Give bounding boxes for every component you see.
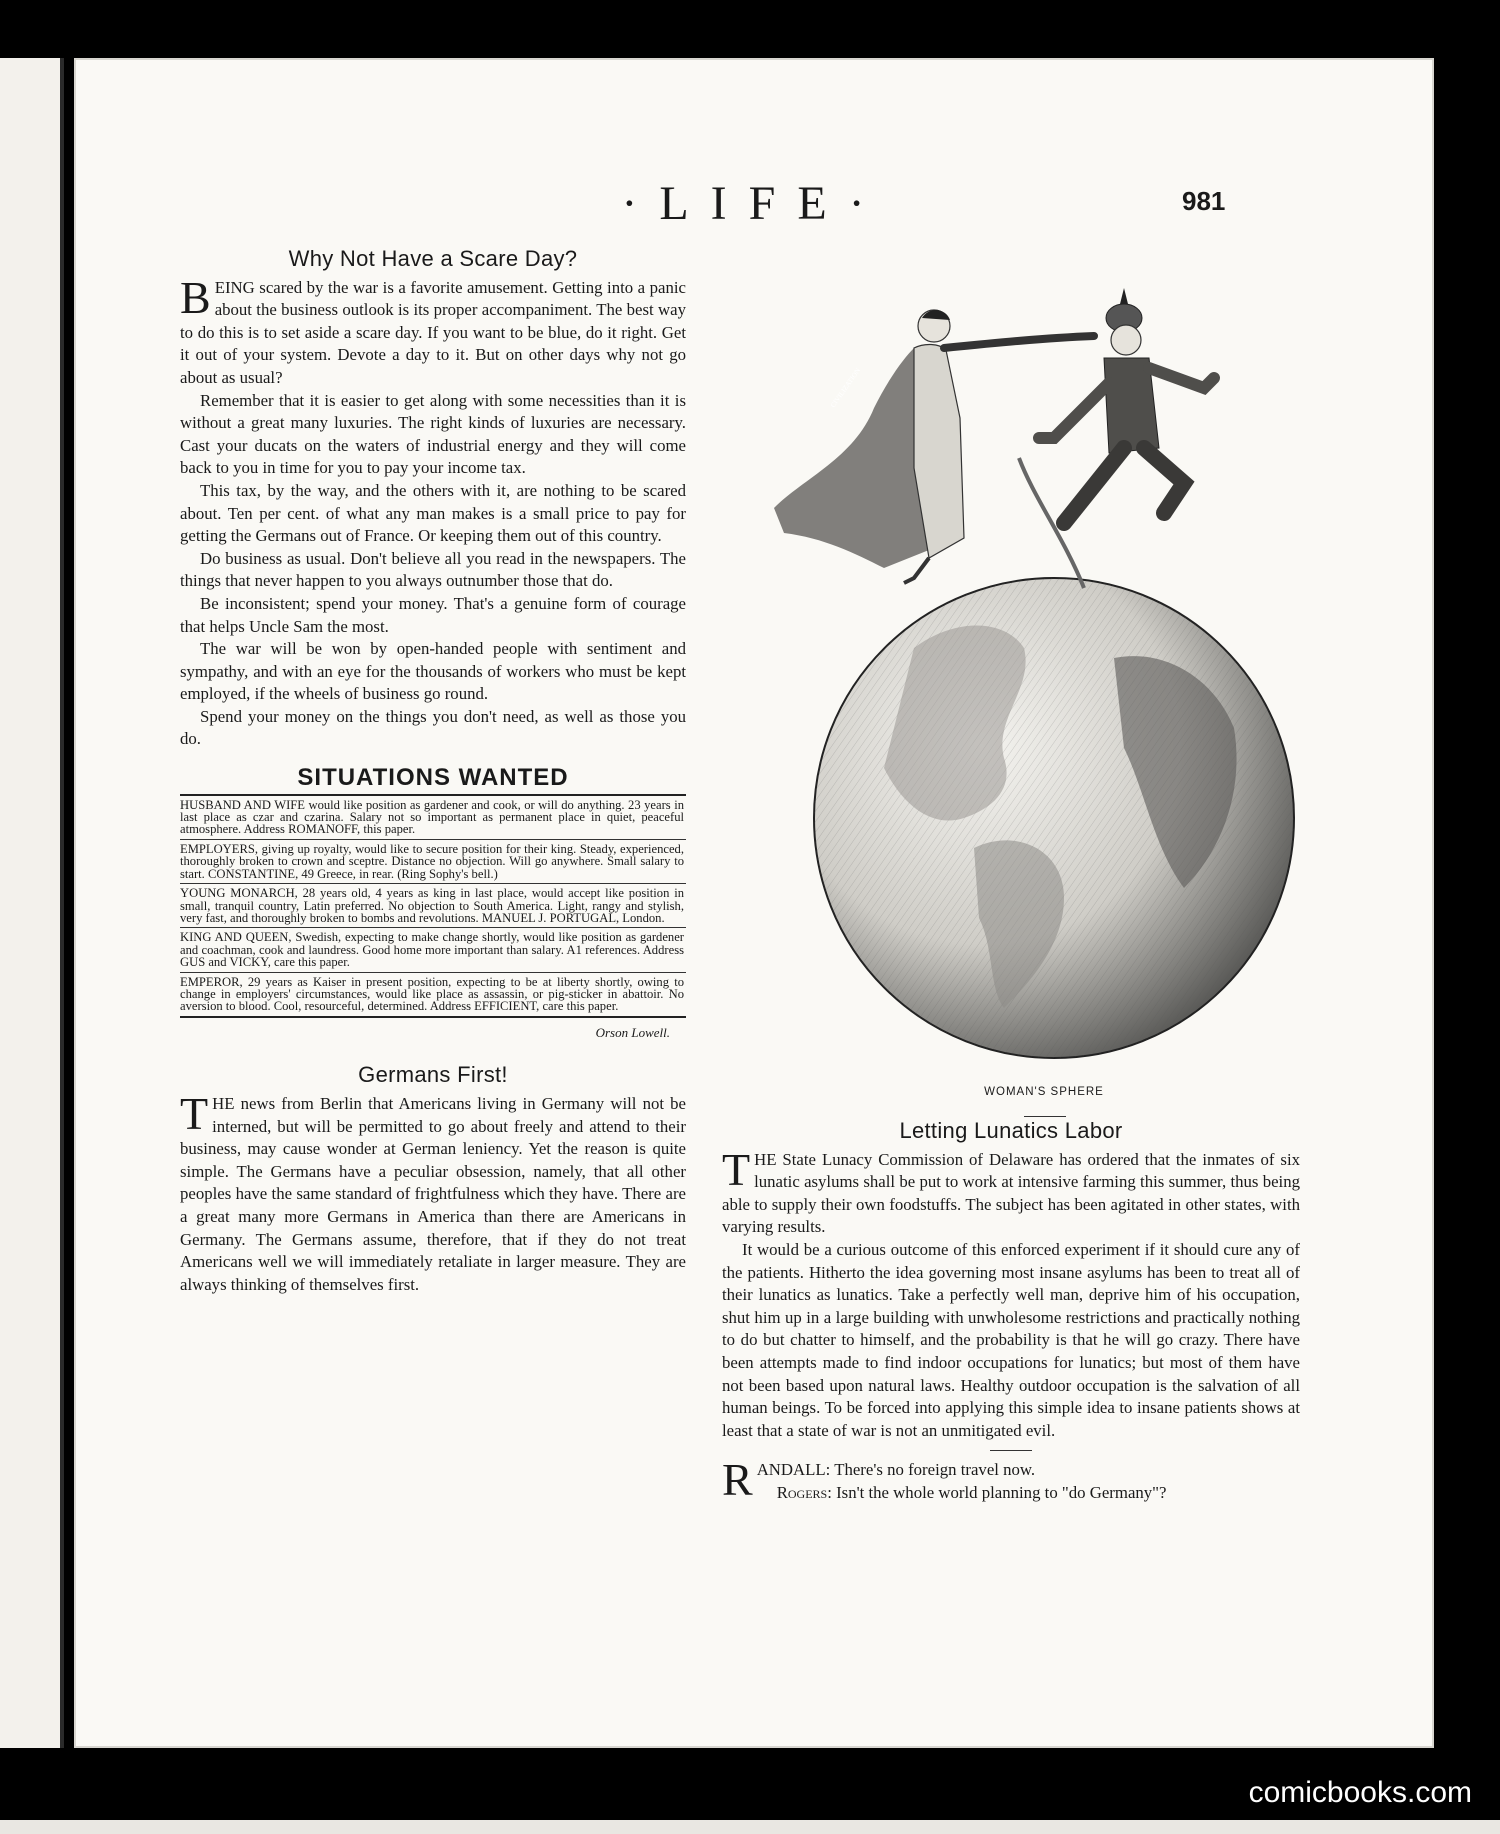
left-column xyxy=(180,248,686,1296)
scare-day-paragraph: The war will be won by open-handed people with sentiment and sympathy, and with an eye for the thousands of workers who must be kept employed, if the wheels of business go round. xyxy=(180,639,686,704)
dropcap: B xyxy=(180,271,211,323)
section-rule xyxy=(990,1450,1032,1451)
site-watermark: comicbooks.com xyxy=(1248,1776,1472,1809)
right-column xyxy=(722,1120,1300,1505)
scare-day-paragraph: Do business as usual. Don't believe all you read in the newspapers. The things that never happen to you always outnumber those that do. xyxy=(180,548,686,591)
scare-day-first-paragraph: BEING scared by the war is a favorite amusement. Getting into a panic about the business outlook is its proper accompaniment. The best way to do this is to set aside a scare day. If you want to be blue, do it right. Get it out of your system. Devote a day to it. But on other days why not go about as usual? xyxy=(180,271,686,387)
scare-day-paragraph: Be inconsistent; spend your money. That's a genuine form of courage that helps Uncle Sam the most. xyxy=(180,593,686,636)
dropcap: T xyxy=(180,1087,209,1139)
dialogue-paragraph: RANDALL: There's no foreign travel now. xyxy=(722,1454,1036,1506)
lunatics-paragraph: It would be a curious outcome of this enforced experiment if it should cure any of the patients. Hitherto the idea governing most insane asylums has been to treat all of their lunatics as lunatics. Take a perfectly well man, deprive him of his occupation, shut him up in a large building with unwholesome restrictions and practically nothing to do but chatter to himself, and the probability is that he will go crazy. There have been attempts made to find indoor occupations for lunatics; but most of them have not been based upon natural laws. Healthy outdoor occupation is the salvation of all human beings. To be forced into applying this simple idea to insane patients shows at least that a state of war is not an unmitigated evil. xyxy=(722,1239,1300,1440)
next-page-edge xyxy=(0,1820,1500,1834)
situations-wanted-title: SITUATIONS WANTED xyxy=(297,764,569,792)
magazine-page xyxy=(74,58,1434,1748)
classified-ad: KING AND QUEEN, Swedish, expecting to make change shortly, would like position as gardener and coachman, cook and laundress. Good home more important than salary. A1 references. Address GUS and VICKY, care this paper. xyxy=(180,928,686,972)
classified-ad: HUSBAND AND WIFE would like position as gardener and cook, or will do anything. 23 years in last place as czar and czarina. Salary not so important as permanent place in quiet, peaceful atmosphere. Address ROMANOFF, this paper. xyxy=(180,796,686,840)
germans-first-paragraph: THE news from Berlin that Americans living in Germany will not be interned, but will be permitted to go about freely and attend to their business, may cause wonder at German leniency. Yet the reason is quite simple. The Germans have a peculiar obsession, namely, that all other peoples have the same standard of frightfulness which they have. There are a great many more Germans in America than there are Americans in Germany. The Germans assume, therefore, that if they do not treat Americans well we will immediately retaliate in larger measure. They are always thinking of themselves first. xyxy=(180,1087,686,1294)
woman-figure xyxy=(774,310,1094,583)
scare-day-paragraph: Remember that it is easier to get along with some necessities than it is without a great many luxuries. The right kinds of luxuries are necessary. Cast your ducats on the waters of industrial energy and they will come back to you in time for you to pay your income tax. xyxy=(180,390,686,478)
cape-label: CIVILIZATION xyxy=(829,366,863,410)
classified-ad: EMPEROR, 29 years as Kaiser in present position, expecting to be at liberty shortly, owing to change in employers' circumstances, would like place as assassin, or pig-sticker in abattoir. No aversion to blood. Cool, resourceful, determined. Address EFFICIENT, care this paper. xyxy=(180,974,684,1014)
lunatics-first-paragraph: THE State Lunacy Commission of Delaware has ordered that the inmates of six lunatic asylums shall be put to work at intensive farming this summer, thus being able to supply their own foodstuffs. The subject has been agitated in other states, with varying results. xyxy=(722,1143,1300,1237)
illustration-caption: WOMAN'S SPHERE xyxy=(984,1086,1104,1098)
globe xyxy=(814,578,1294,1058)
artist-signature: Orson Lowell. xyxy=(595,1024,670,1040)
masthead: ·LIFE· xyxy=(621,177,887,230)
caption-rule xyxy=(1024,1116,1066,1117)
classified-ad: EMPLOYERS, giving up royalty, would like to secure position for their king. Steady, experienced, thoroughly broken to crown and sceptre. Distance no objection. Will go anywhere. Small salary to start. CONSTANTINE, 49 Greece, in rear. (Ring Sophy's bell.) xyxy=(180,840,686,884)
previous-page-edge xyxy=(0,58,64,1748)
dropcap: T xyxy=(722,1143,751,1195)
scare-day-title: Why Not Have a Scare Day? xyxy=(288,246,578,271)
classified-ad: YOUNG MONARCH, 28 years old, 4 years as king in last place, would accept like position in small, tranquil country, Latin preferred. No objection to South America. Light, rangy and stylish, very fast, and thoroughly broken to bombs and revolutions. MANUEL J. PORTUGAL, London. xyxy=(180,884,686,928)
page-number: 981 xyxy=(1182,186,1226,216)
dropcap: R xyxy=(722,1454,753,1506)
soldier-figure xyxy=(1019,288,1214,588)
lunatics-title: Letting Lunatics Labor xyxy=(899,1118,1123,1143)
classified-ads xyxy=(180,794,686,1018)
scare-day-paragraph: This tax, by the way, and the others with it, are nothing to be scared about. Ten per cent. of what any man makes is a small price to pay for getting the Germans out of France. Or keeping them out of this country. xyxy=(180,480,686,546)
womans-sphere-illustration xyxy=(764,288,1314,1068)
speaker-name: Rogers: xyxy=(776,1482,832,1502)
germans-first-title: Germans First! xyxy=(358,1062,508,1088)
scare-day-paragraph: Spend your money on the things you don't need, as well as those you do. xyxy=(180,706,686,749)
dialogue-reply: Rogers: Isn't the whole world planning to "do Germany"? xyxy=(776,1482,1167,1502)
